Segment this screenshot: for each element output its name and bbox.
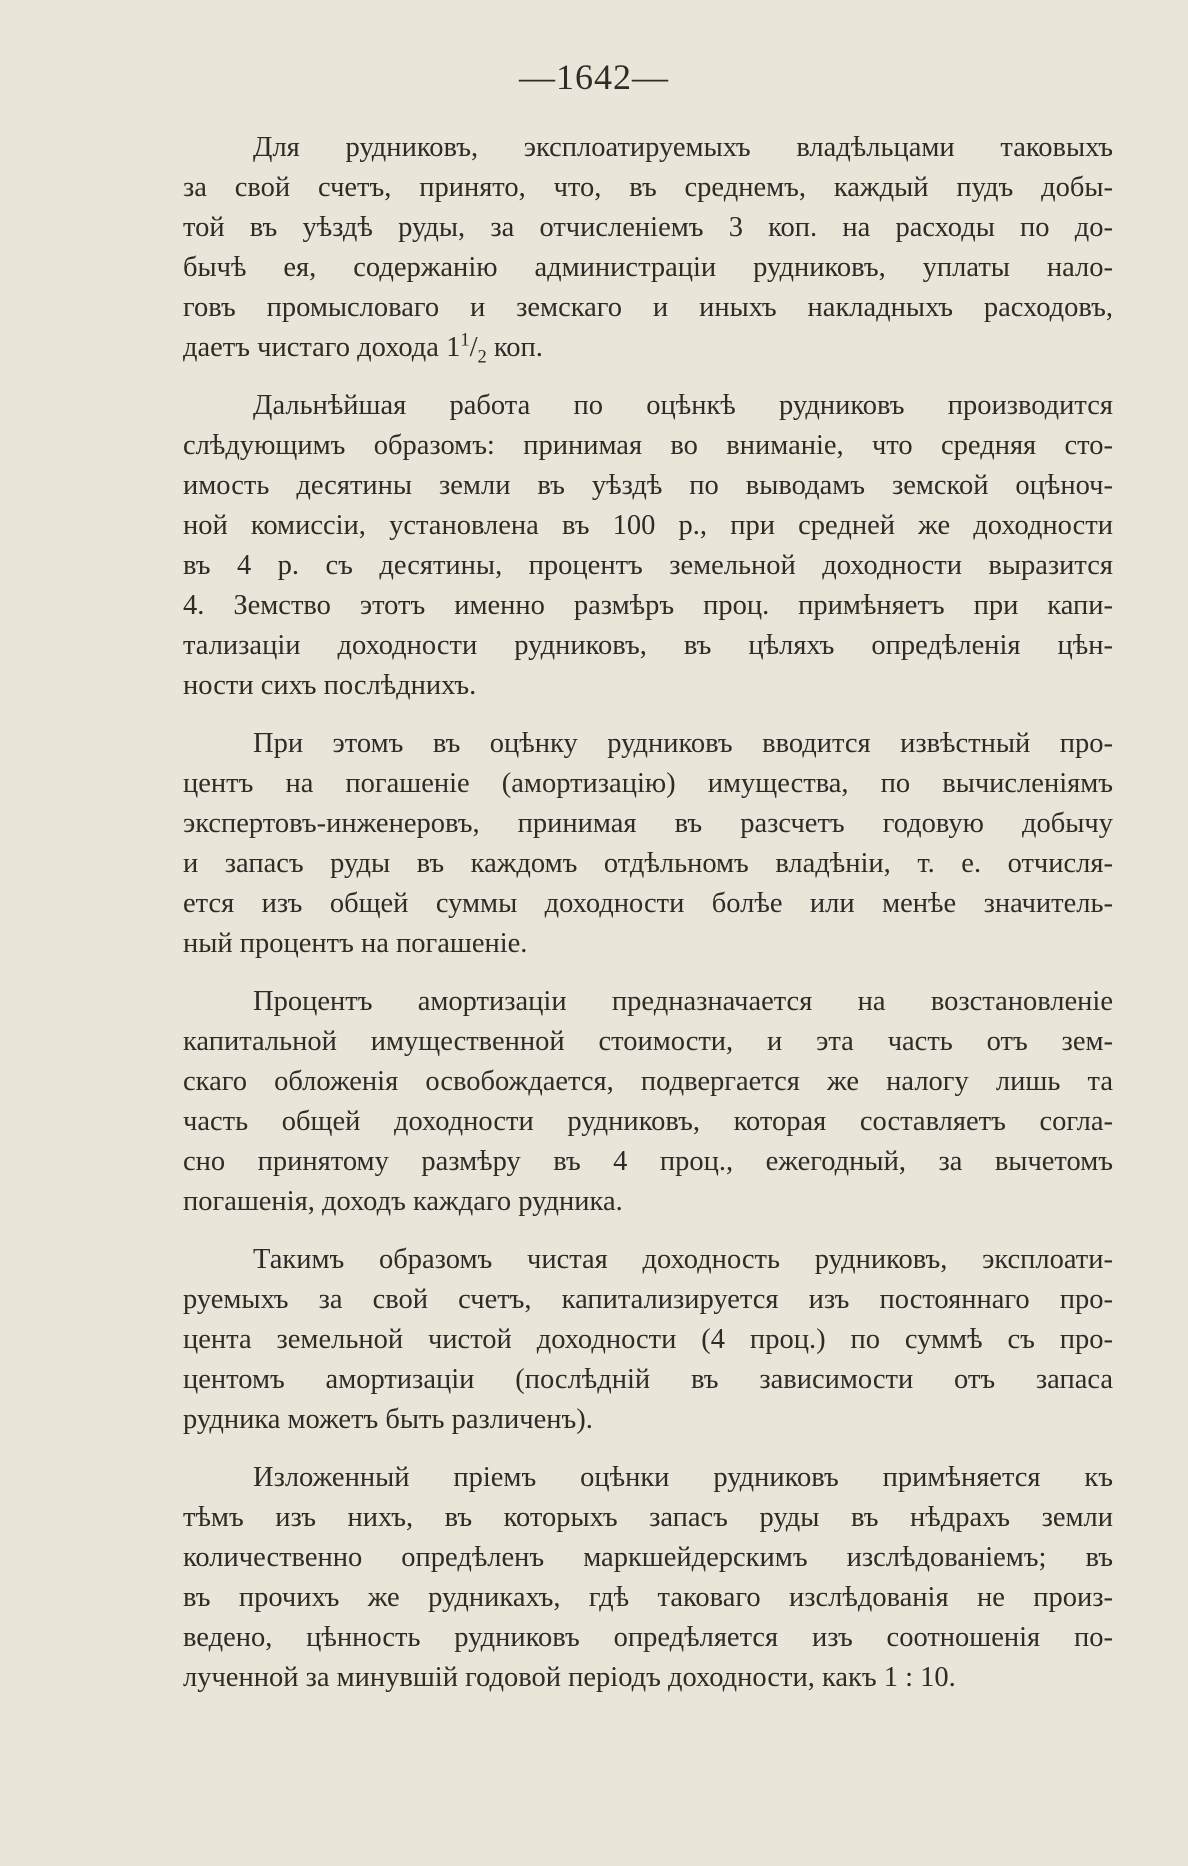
text-line: тализаціи доходности рудниковъ, въ цѣляхъ опредѣленія цѣн- [183,630,1113,661]
text-line: бычѣ ея, содержанію администраціи рудниковъ, уплаты нало- [183,252,1113,283]
text-line: центомъ амортизаціи (послѣдній въ зависимости отъ запаса [183,1364,1113,1395]
text-line: скаго обложенія освобождается, подвергается же налогу лишь та [183,1066,1113,1097]
text-line: Изложенный пріемъ оцѣнки рудниковъ примѣняется къ [253,1462,1113,1493]
text-line: имость десятины земли въ уѣздѣ по выводамъ земской оцѣноч- [183,470,1113,501]
text-line: той въ уѣздѣ руды, за отчисленіемъ 3 коп. на расходы по до- [183,212,1113,243]
text-line: капитальной имущественной стоимости, и эта часть отъ зем- [183,1026,1113,1057]
document-body [183,128,1113,1716]
text-line: руемыхъ за свой счетъ, капитализируется изъ постояннаго про- [183,1284,1113,1315]
paragraph [183,1240,1113,1440]
text-line: въ 4 р. съ десятины, процентъ земельной доходности выразится [183,550,1113,581]
text-line: и запасъ руды въ каждомъ отдѣльномъ владѣніи, т. е. отчисля- [183,848,1113,879]
text-line: ный процентъ на погашеніе. [183,928,528,959]
text-line: лученной за минувшій годовой періодъ доходности, какъ 1 : 10. [183,1662,956,1693]
text-line: говъ промысловаго и земскаго и иныхъ накладныхъ расходовъ, [183,292,1113,323]
paragraph [183,982,1113,1222]
fraction-numerator: 1 [460,329,470,351]
text-line [183,328,1113,368]
text-fragment: коп. [486,332,543,363]
text-line: слѣдующимъ образомъ: принимая во вниманіе, что средняя сто- [183,430,1113,461]
text-line: ется изъ общей суммы доходности болѣе или менѣе значитель- [183,888,1113,919]
paragraph [183,1458,1113,1698]
fraction-denominator: 2 [477,346,487,368]
text-fragment: даетъ чистаго дохода 1 [183,332,461,363]
text-line: цента земельной чистой доходности (4 проц.) по суммѣ съ про- [183,1324,1113,1355]
paragraph [183,128,1113,368]
text-line: Дальнѣйшая работа по оцѣнкѣ рудниковъ производится [253,390,1113,421]
text-line: часть общей доходности рудниковъ, которая составляетъ согла- [183,1106,1113,1137]
text-line: рудника можетъ быть различенъ). [183,1404,593,1435]
text-line: тѣмъ изъ нихъ, въ которыхъ запасъ руды въ нѣдрахъ земли [183,1502,1113,1533]
paragraph [183,724,1113,964]
text-line: погашенія, доходъ каждаго рудника. [183,1186,623,1217]
fraction-slash: / [469,332,478,363]
text-line: количественно опредѣленъ маркшейдерскимъ изслѣдованіемъ; въ [183,1542,1113,1573]
paragraph [183,386,1113,706]
text-line: Такимъ образомъ чистая доходность рудниковъ, эксплоати- [253,1244,1113,1275]
text-line: 4. Земство этотъ именно размѣръ проц. примѣняетъ при капи- [183,590,1113,621]
page-number: —1642— [519,57,669,97]
text-line: ведено, цѣнность рудниковъ опредѣляется изъ соотношенія по- [183,1622,1113,1653]
text-line: за свой счетъ, принято, что, въ среднемъ, каждый пудъ добы- [183,172,1113,203]
text-line: экспертовъ-инженеровъ, принимая въ разсчетъ годовую добычу [183,808,1113,839]
text-line: Процентъ амортизаціи предназначается на возстановленіе [253,986,1113,1017]
text-line: сно принятому размѣру въ 4 проц., ежегодный, за вычетомъ [183,1146,1113,1177]
text-line: ности сихъ послѣднихъ. [183,670,477,701]
text-line: въ прочихъ же рудникахъ, гдѣ таковаго изслѣдованія не произ- [183,1582,1113,1613]
text-line: При этомъ въ оцѣнку рудниковъ вводится извѣстный про- [253,728,1113,759]
text-line: Для рудниковъ, эксплоатируемыхъ владѣльцами таковыхъ [253,132,1113,163]
text-line: ной комиссіи, установлена въ 100 р., при средней же доходности [183,510,1113,541]
text-line: центъ на погашеніе (амортизацію) имущества, по вычисленіямъ [183,768,1113,799]
